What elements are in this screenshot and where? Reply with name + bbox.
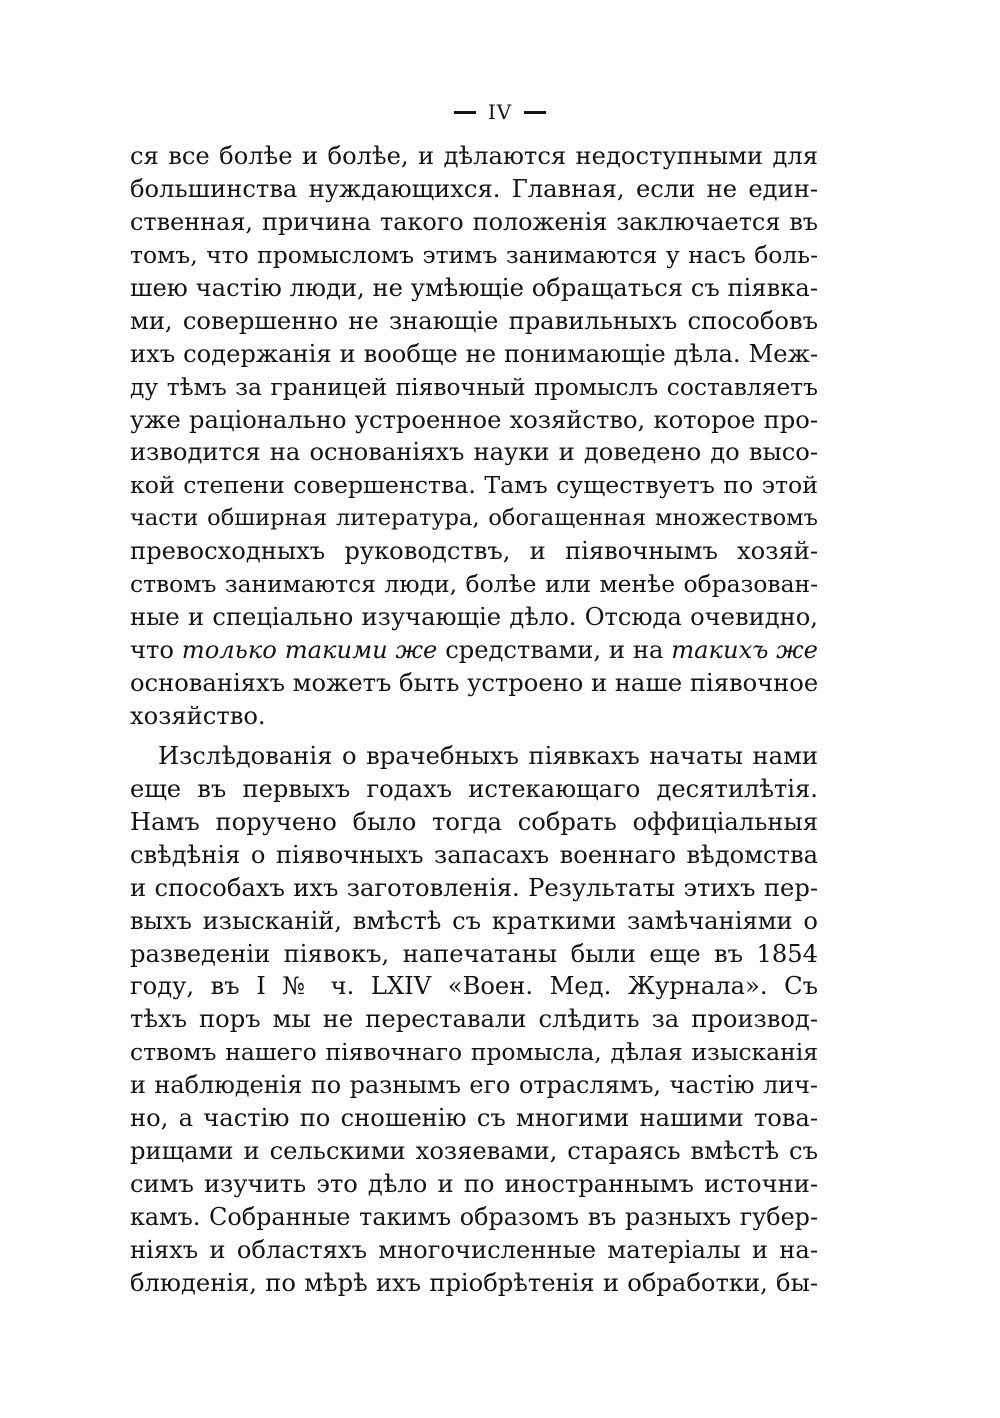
paragraph-1 <box>130 140 818 733</box>
body-text <box>130 140 818 1300</box>
text-line: камъ. Собранные такимъ образомъ въ разныхъ губер- <box>130 1203 818 1231</box>
text-line: шею частію люди, не умѣющіе обращаться съ піявка- <box>130 273 818 302</box>
text-line: свѣдѣнія о піявочныхъ запасахъ военнаго вѣдомства <box>130 840 818 869</box>
text-line: но, а частію по сношенію съ многими нашими това- <box>130 1104 818 1133</box>
header-dash-left <box>454 111 476 114</box>
text-line: части обширная литература, обогащенная множествомъ <box>130 505 818 532</box>
text-line: основаніяхъ можетъ быть устроено и наше піявочное <box>130 669 818 697</box>
text-line: ствомъ занимаются люди, болѣе или менѣе образован- <box>130 570 818 599</box>
text-line: и наблюденія по разнымъ его отраслямъ, частію лич- <box>130 1071 818 1100</box>
text-line: ствомъ нашего піявочнаго промысла, дѣлая изысканія <box>130 1038 818 1067</box>
text-line: ственная, причина такого положенія заключается въ <box>130 207 818 236</box>
text-line: Изслѣдованія о врачебныхъ піявкахъ начаты нами <box>158 741 818 770</box>
plain-text: средствами, и на <box>437 636 672 665</box>
text-line: и способахъ ихъ заготовленія. Результаты этихъ пер- <box>130 873 818 902</box>
text-line: ми, совершенно не знающіе правильныхъ способовъ <box>130 306 818 335</box>
page-number: IV <box>487 100 513 124</box>
header-dash-right <box>524 111 546 114</box>
text-line: выхъ изысканій, вмѣстѣ съ краткими замѣчаніями о <box>130 906 818 935</box>
text-line: тѣхъ поръ мы не переставали слѣдить за производ- <box>130 1005 818 1034</box>
text-line: году, въ I № ч. LXIV «Воен. Мед. Журнала». Съ <box>130 972 818 1001</box>
running-header <box>0 92 1000 132</box>
text-line: Намъ поручено было тогда собрать оффиціальныя <box>130 807 818 836</box>
paragraph-2 <box>130 740 818 1300</box>
text-line: превосходныхъ руководствъ, и піявочнымъ хозяй- <box>130 537 818 566</box>
text-line: разведеніи піявокъ, напечатаны были еще въ 1854 <box>130 939 818 968</box>
text-line: ся все болѣе и болѣе, и дѣлаются недоступными для <box>130 142 818 170</box>
text-line: ихъ содержанія и вообще не понимающіе дѣла. Меж- <box>130 339 818 368</box>
emphasis-text: такихъ же <box>671 636 818 665</box>
text-line: кой степени совершенства. Тамъ существуетъ по этой <box>130 471 818 500</box>
emphasis-text: только такими же <box>181 636 438 665</box>
text-line: ніяхъ и областяхъ многочисленные матеріалы и на- <box>130 1235 818 1264</box>
plain-text: что <box>130 636 182 665</box>
text-line-last: хозяйство. <box>130 701 266 730</box>
text-line: рищами и сельскими хозяевами, стараясь вмѣстѣ съ <box>130 1137 818 1166</box>
text-line: ду тѣмъ за границей піявочный промыслъ составляетъ <box>130 372 818 401</box>
text-line-with-emphasis <box>130 634 818 667</box>
paragraph-gap <box>130 733 818 740</box>
text-line: уже раціонально устроенное хозяйство, которое про- <box>130 405 818 434</box>
text-line: блюденія, по мѣрѣ ихъ пріобрѣтенія и обработки, бы- <box>130 1268 818 1297</box>
text-line: ные и спеціально изучающіе дѣло. Отсюда очевидно, <box>130 603 818 632</box>
text-line: симъ изучить это дѣло и по иностраннымъ источни- <box>130 1170 818 1199</box>
text-line: томъ, что промысломъ этимъ занимаются у насъ боль- <box>130 240 818 269</box>
text-line: большинства нуждающихся. Главная, если не един- <box>130 174 818 203</box>
text-line: еще въ первыхъ годахъ истекающаго десятилѣтія. <box>130 774 818 803</box>
text-line: изводится на основаніяхъ науки и доведено до высо- <box>130 438 818 467</box>
